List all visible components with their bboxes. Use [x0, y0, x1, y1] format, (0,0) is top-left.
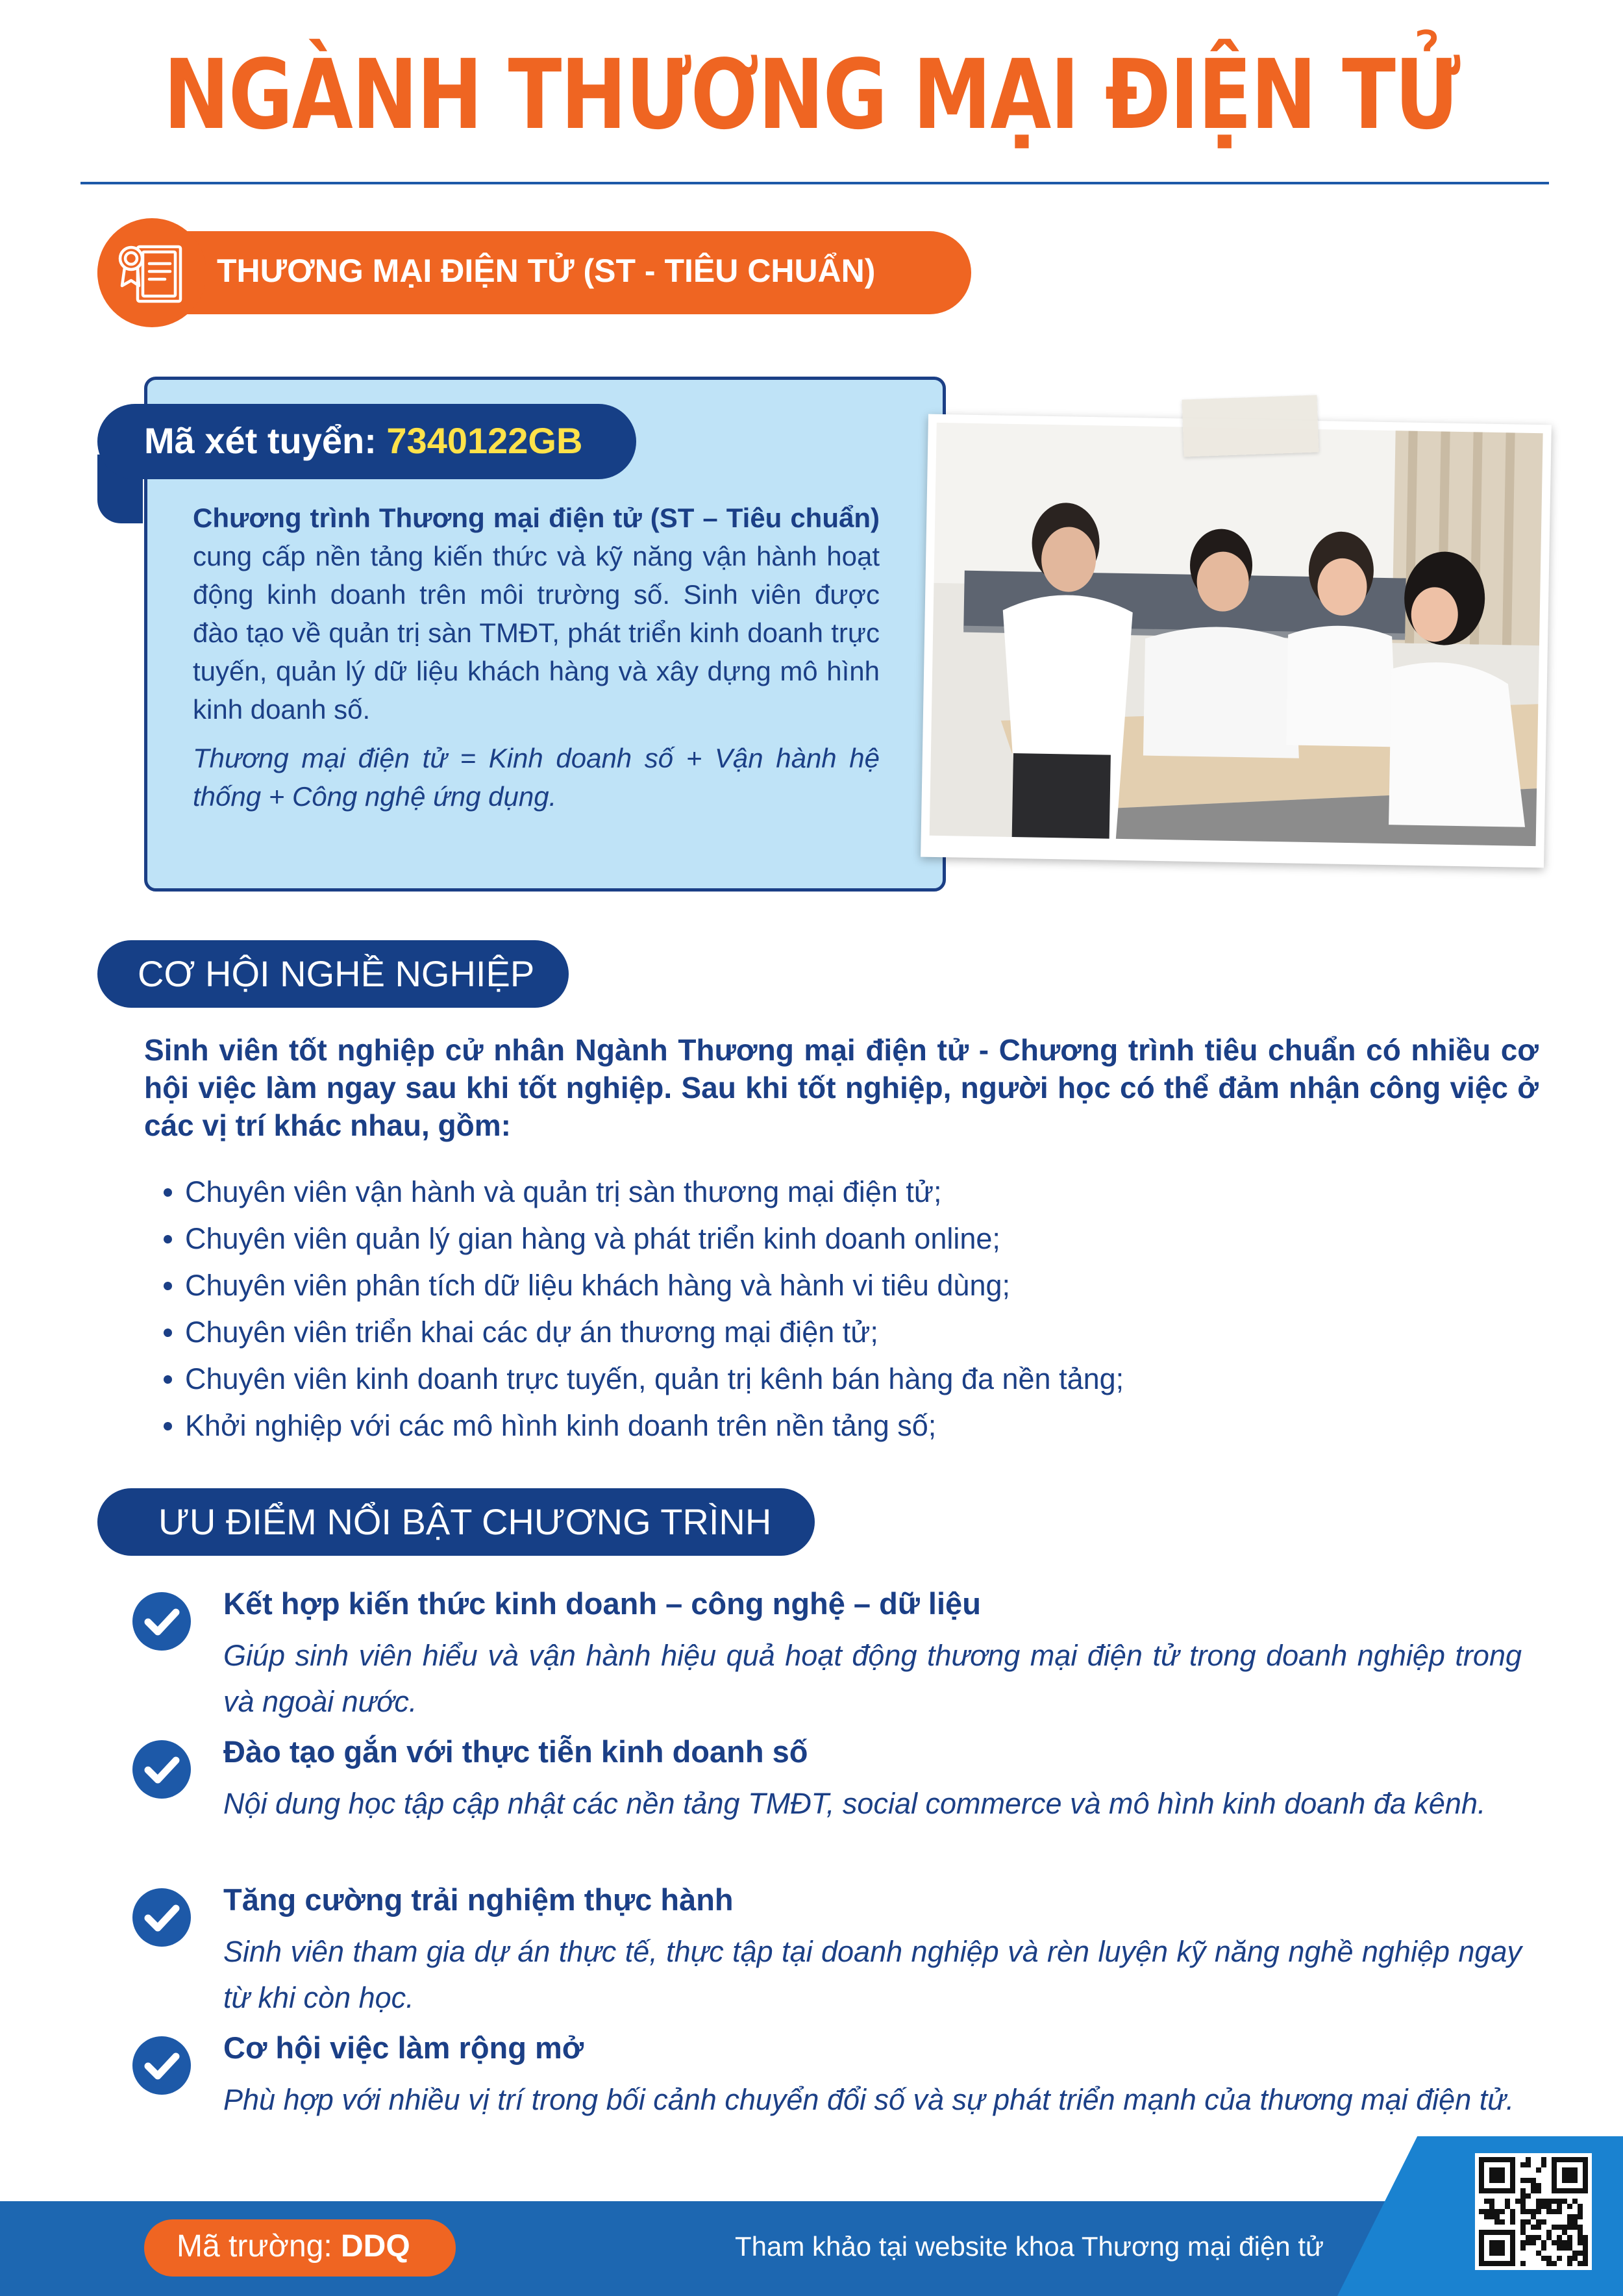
bullet-icon	[164, 1375, 172, 1384]
students-photo	[921, 414, 1552, 868]
list-item: Chuyên viên triển khai các dự án thương mại điện tử;	[164, 1309, 1527, 1356]
website-note: Tham khảo tại website khoa Thương mại điện tử	[735, 2231, 1324, 2262]
program-description-bold: Chương trình Thương mại điện tử (ST – Tiêu chuẩn)	[193, 503, 880, 533]
advantage-desc: Sinh viên tham gia dự án thực tế, thực tập tại doanh nghiệp và rèn luyện kỹ năng nghề nghiệp ngay từ khi còn học.	[223, 1935, 1522, 2014]
certificate-icon	[97, 218, 206, 327]
advantage-desc: Nội dung học tập cập nhật các nền tảng TMĐT, social commerce và mô hình kinh doanh đa kênh.	[223, 1787, 1486, 1820]
title-divider	[81, 182, 1549, 184]
school-code	[177, 2228, 410, 2264]
career-section-title: CƠ HỘI NGHỀ NGHIỆP	[138, 953, 535, 994]
advantage-title: Đào tạo gắn với thực tiễn kinh doanh số	[223, 1734, 808, 1769]
advantages-section-title: ƯU ĐIỂM NỔI BẬT CHƯƠNG TRÌNH	[158, 1501, 772, 1542]
bullet-icon	[164, 1282, 172, 1290]
bullet-icon	[164, 1188, 172, 1197]
school-code-value: DDQ	[341, 2229, 410, 2264]
check-circle-icon	[132, 1592, 191, 1651]
program-formula: Thương mại điện tử = Kinh doanh số + Vận hành hệ thống + Công nghệ ứng dụng.	[193, 743, 880, 812]
photo-tape	[1182, 395, 1319, 456]
bullet-icon	[164, 1422, 172, 1430]
admission-code-value: 7340122GB	[386, 420, 583, 461]
advantage-desc: Phù hợp với nhiều vị trí trong bối cảnh chuyển đổi số và sự phát triển mạnh của thương mại điện tử.	[223, 2083, 1515, 2116]
advantage-title: Tăng cường trải nghiệm thực hành	[223, 1882, 734, 1917]
check-circle-icon	[132, 2036, 191, 2095]
check-circle-icon	[132, 1740, 191, 1799]
career-intro: Sinh viên tốt nghiệp cử nhân Ngành Thương mại điện tử - Chương trình tiêu chuẩn có nhiều cơ hội việc làm ngay sau khi tốt nghiệp. Sau khi tốt nghiệp, người học có thể đảm nhận công việc ở các vị trí khác nhau, gồm:	[144, 1033, 1539, 1142]
list-item: Chuyên viên phân tích dữ liệu khách hàng và hành vi tiêu dùng;	[164, 1262, 1527, 1309]
list-item: Khởi nghiệp với các mô hình kinh doanh trên nền tảng số;	[164, 1403, 1527, 1449]
admission-code	[144, 419, 582, 462]
program-description	[193, 499, 880, 729]
list-item: Chuyên viên quản lý gian hàng và phát triển kinh doanh online;	[164, 1216, 1527, 1262]
advantage-title: Kết hợp kiến thức kinh doanh – công nghệ – dữ liệu	[223, 1586, 981, 1621]
check-circle-icon	[132, 1888, 191, 1947]
school-code-label: Mã trường:	[177, 2229, 341, 2264]
qr-code[interactable]	[1475, 2153, 1592, 2270]
advantage-title: Cơ hội việc làm rộng mở	[223, 2030, 584, 2065]
career-list	[164, 1169, 1527, 1449]
list-item: Chuyên viên kinh doanh trực tuyến, quản trị kênh bán hàng đa nền tảng;	[164, 1356, 1527, 1403]
list-item: Chuyên viên vận hành và quản trị sàn thương mại điện tử;	[164, 1169, 1527, 1216]
page-title: NGÀNH THƯƠNG MẠI ĐIỆN TỬ	[163, 39, 1460, 151]
program-icon-badge	[97, 218, 206, 327]
admission-code-label: Mã xét tuyển:	[144, 420, 387, 461]
bullet-icon	[164, 1329, 172, 1337]
bullet-icon	[164, 1235, 172, 1243]
program-name: THƯƠNG MẠI ĐIỆN TỬ (ST - TIÊU CHUẨN)	[217, 253, 876, 289]
program-description-rest: cung cấp nền tảng kiến thức và kỹ năng vận hành hoạt động kinh doanh trên môi trường số. Sinh viên được đào tạo về quản trị sàn TMĐT, phát triển kinh doanh trực tuyến, quản lý dữ liệu khách hàng và xây dựng mô hình kinh doanh số.	[193, 541, 880, 725]
advantage-desc: Giúp sinh viên hiểu và vận hành hiệu quả hoạt động thương mại điện tử trong doanh nghiệp trong và ngoài nước.	[223, 1639, 1522, 1718]
